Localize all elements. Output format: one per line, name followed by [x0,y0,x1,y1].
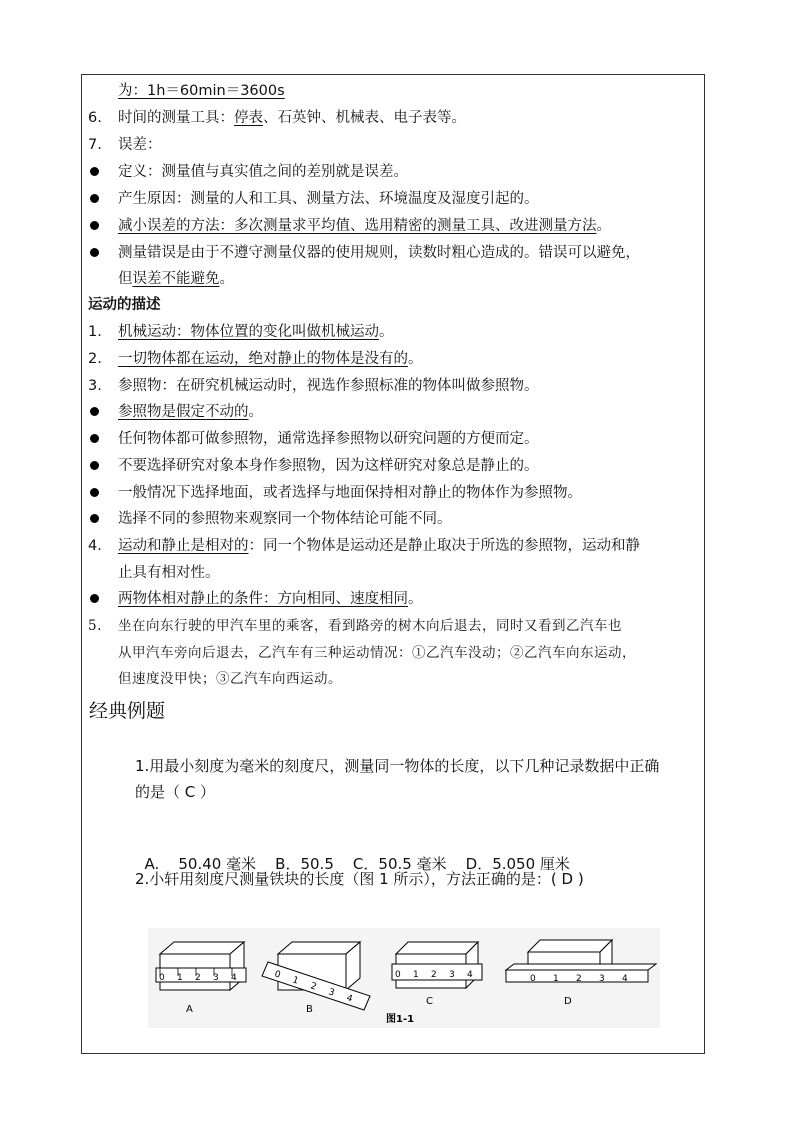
bullet-icon [88,405,102,419]
question-2: 2.小轩用刻度尺测量铁块的长度（图 1 所示），方法正确的是：( D ) [135,870,584,888]
tick-label: 3 [327,987,336,999]
tick-label: 2 [309,981,318,993]
tick-label: 2 [195,973,201,983]
bullet-icon [88,432,102,446]
tick-label: 4 [231,973,237,983]
panel-label: D [564,996,572,1007]
bullet-icon [88,246,102,260]
bullet-icon [88,459,102,473]
question-1-line2: 的是（ C ） [135,783,216,801]
bullet-icon [88,592,102,606]
tick-label: 3 [449,970,455,980]
tick-label: 2 [431,970,437,980]
tick-label: 1 [413,970,419,980]
question-1: 1.用最小刻度为毫米的刻度尺，测量同一物体的长度，以下几种记录数据中正确 [135,757,660,775]
tick-label: 4 [467,970,473,980]
ruler-figure [148,928,660,1028]
panel-label: C [426,996,433,1007]
figure-caption: 图1-1 [386,1014,415,1025]
bullet-icon [88,165,102,179]
bullet-icon [88,486,102,500]
tick-label: 4 [345,993,354,1005]
bullet-icon [88,512,102,526]
bullet-icon [88,192,102,206]
tick-label: 3 [213,973,219,983]
tick-label: 2 [576,974,582,984]
tick-label: 0 [395,970,401,980]
tick-label: 0 [273,969,282,981]
examples-title: 经典例题 [89,700,166,722]
tick-label: 4 [622,974,628,984]
tick-label: 1 [177,973,183,983]
panel-label: A [186,1004,193,1015]
tick-label: 1 [291,975,300,987]
tick-label: 0 [530,974,536,984]
section-heading: 运动的描述 [88,297,161,313]
tick-label: 3 [599,974,605,984]
bullet-icon [88,219,102,233]
tick-label: 0 [159,973,165,983]
panel-label: B [306,1004,313,1015]
tick-label: 1 [553,974,559,984]
question-1-options: A. 50.40 毫米 B．50.5 C．50.5 毫米 D．5.050 厘米 [144,855,570,873]
